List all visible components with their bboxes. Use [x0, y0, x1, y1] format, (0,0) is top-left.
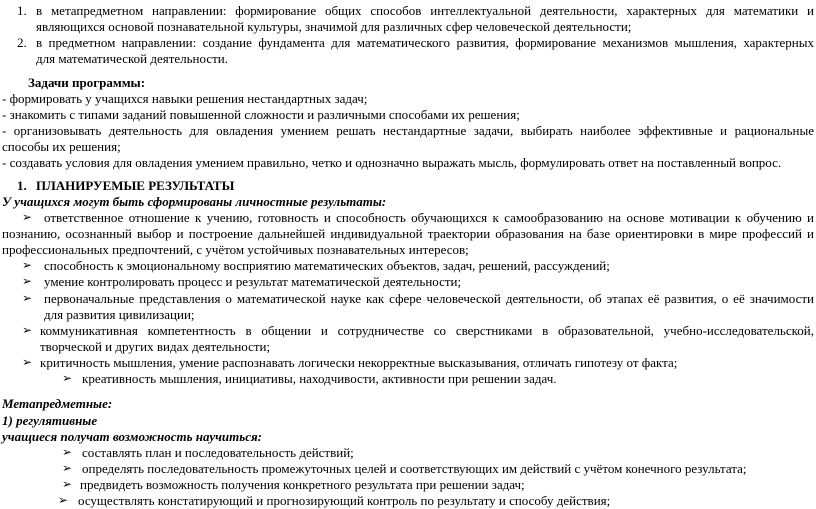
- bullet-arrow-icon: ➢: [22, 258, 33, 273]
- task-item-1: - формировать у учащихся навыки решения нестандартных задач;: [2, 90, 368, 106]
- intro-item-2-number: 2.: [17, 35, 27, 51]
- meta-item-3: предвидеть возможность получения конкретного результата при решении задач;: [80, 476, 525, 492]
- intro-item-1-number: 1.: [17, 2, 27, 18]
- bullet-arrow-icon: ➢: [22, 274, 33, 289]
- bullet-arrow-icon: ➢: [58, 493, 69, 507]
- intro-item-2-line-2: для математической деятельности.: [36, 51, 228, 67]
- meta-item-2: определять последовательность промежуточных целей и соответствующих им действий с учётом конечного результата;: [82, 460, 747, 476]
- results-subheading: У учащихся могут быть сформированы личностные результаты:: [2, 194, 387, 209]
- result-bullet-3: умение контролировать процесс и результат математической деятельности;: [44, 274, 462, 290]
- bullet-arrow-icon: ➢: [22, 322, 33, 337]
- result-bullet-4-line-2: для развития цивилизации;: [44, 306, 195, 322]
- bullet-arrow-icon: ➢: [22, 354, 33, 369]
- result-bullet-4-line-1: первоначальные представления о математической науке как сфере человеческой деятельности, об этапах её развития, о её значимости: [44, 290, 814, 306]
- tasks-heading: Задачи программы:: [28, 74, 146, 90]
- task-item-2: - знакомить с типами заданий повышенной сложности и различными способами их решения;: [2, 106, 520, 122]
- result-bullet-6: критичность мышления, умение распознавать логически некорректные высказывания, отличать гипотезу от факта;: [40, 354, 678, 370]
- meta-heading: Метапредметные:: [2, 396, 113, 412]
- bullet-arrow-icon: ➢: [22, 210, 33, 225]
- result-bullet-5-line-1: коммуникативная компетентность в общении и сотрудничестве со сверстниками в образовательной, учебно-исследовательской,: [40, 322, 814, 338]
- meta-item-1: составлять план и последовательность действий;: [82, 444, 354, 460]
- task-item-3-line-1: - организовывать деятельность для овладения умением решать нестандартные задачи, выбирать наиболее эффективные и рациональные: [2, 123, 814, 139]
- results-heading: ПЛАНИРУЕМЫЕ РЕЗУЛЬТАТЫ: [36, 177, 235, 193]
- bullet-arrow-icon: ➢: [22, 290, 33, 305]
- intro-item-1-line-2: являющихся основой познавательной культуры, значимой для различных сфер человеческой деятельности;: [36, 18, 632, 34]
- result-bullet-1-line-2: познанию, осознанный выбор и построение дальнейшей индивидуальной траектории образования на базе ориентировки в мире профессий и: [2, 226, 814, 242]
- bullet-arrow-icon: ➢: [62, 370, 73, 385]
- bullet-arrow-icon: ➢: [62, 444, 73, 459]
- task-item-3-line-2: способы их решения;: [2, 139, 121, 155]
- result-bullet-5-line-2: творческой и других видах деятельности;: [40, 338, 271, 354]
- task-item-4: - создавать условия для овладения умением правильно, четко и однозначно выражать мысль, формулировать ответ на поставленный вопрос.: [2, 155, 782, 171]
- meta-subheading-students: учащиеся получат возможность научиться:: [2, 428, 263, 444]
- meta-subheading-regulative: 1) регулятивные: [2, 412, 98, 428]
- result-bullet-2: способность к эмоциональному восприятию математических объектов, задач, решений, рассуждений;: [44, 258, 610, 274]
- bullet-arrow-icon: ➢: [62, 476, 73, 491]
- result-bullet-1-line-1: ответственное отношение к учению, готовность и способность обучающихся к самообразованию на основе мотивации к обучению и: [44, 210, 814, 226]
- intro-item-1-line-1: в метапредметном направлении: формирование общих способов интеллектуальной деятельности, характерных для математики и: [36, 2, 814, 18]
- intro-item-2-line-1: в предметном направлении: создание фундамента для математического развития, формирование механизмов мышления, характерных: [36, 35, 814, 51]
- meta-item-4: осуществлять констатирующий и прогнозирующий контроль по результату и способу действия;: [78, 493, 611, 508]
- bullet-arrow-icon: ➢: [62, 460, 73, 475]
- result-bullet-1-line-3: профессиональных предпочтений, с учётом устойчивых познавательных интересов;: [2, 242, 469, 258]
- results-heading-number: 1.: [17, 177, 27, 193]
- result-bullet-7: креативность мышления, инициативы, находчивости, активности при решении задач.: [82, 370, 557, 386]
